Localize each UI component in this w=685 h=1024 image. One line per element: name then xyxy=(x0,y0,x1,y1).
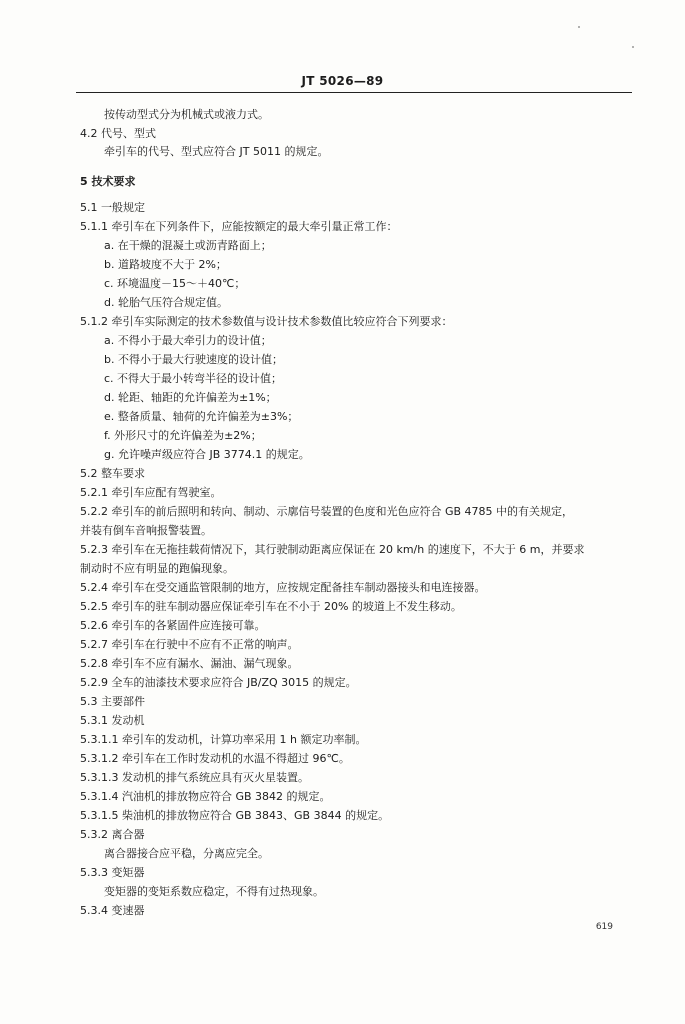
scan-speck xyxy=(632,46,634,48)
text-line: 离合器接合应平稳，分离应完全。 xyxy=(104,847,269,860)
clause-line: 5.1.2 牵引车实际测定的技术参数值与设计技术参数值比较应符合下列要求： xyxy=(80,315,453,328)
clause-line: 5.2.3 牵引车在无拖挂载荷情况下，其行驶制动距离应保证在 20 km/h 的速度下，不大于 6 m，并要求 xyxy=(80,543,585,556)
clause-line: 5.2.1 牵引车应配有驾驶室。 xyxy=(80,486,222,499)
clause-line: 5.2.6 牵引车的各紧固件应连接可靠。 xyxy=(80,619,266,632)
list-item: g. 允许噪声级应符合 JB 3774.1 的规定。 xyxy=(104,448,310,461)
list-item: f. 外形尺寸的允许偏差为±2%； xyxy=(104,429,262,442)
list-item: c. 不得大于最小转弯半径的设计值； xyxy=(104,372,283,385)
clause-line: 5.2.7 牵引车在行驶中不应有不正常的响声。 xyxy=(80,638,299,651)
section-heading: 5.3 主要部件 xyxy=(80,695,145,708)
subsection-heading: 5.3.3 变矩器 xyxy=(80,866,145,879)
scan-speck xyxy=(578,26,580,28)
page-number: 619 xyxy=(595,922,613,932)
header-rule xyxy=(76,92,632,93)
clause-line: 5.2.8 牵引车不应有漏水、漏油、漏气现象。 xyxy=(80,657,299,670)
clause-line: 5.3.1.1 牵引车的发动机，计算功率采用 1 h 额定功率制。 xyxy=(80,733,367,746)
text-line: 变矩器的变矩系数应稳定，不得有过热现象。 xyxy=(104,885,324,898)
standard-code-header: JT 5026—89 xyxy=(301,74,384,88)
subsection-heading: 5.3.4 变速器 xyxy=(80,904,145,917)
list-item: a. 在干燥的混凝土或沥青路面上； xyxy=(104,239,272,252)
list-item: d. 轮胎气压符合规定值。 xyxy=(104,296,228,309)
clause-line: 5.3.1.2 牵引车在工作时发动机的水温不得超过 96℃。 xyxy=(80,752,350,765)
chapter-heading: 5 技术要求 xyxy=(80,175,136,188)
clause-line: 5.2.4 牵引车在受交通监管限制的地方，应按规定配备挂车制动器接头和电连接器。 xyxy=(80,581,486,594)
clause-line: 5.2.5 牵引车的驻车制动器应保证牵引车在不小于 20% 的坡道上不发生移动。 xyxy=(80,600,462,613)
clause-line: 5.2.9 全车的油漆技术要求应符合 JB/ZQ 3015 的规定。 xyxy=(80,676,357,689)
subsection-heading: 5.3.1 发动机 xyxy=(80,714,145,727)
list-item: e. 整备质量、轴荷的允许偏差为±3%； xyxy=(104,410,299,423)
text-line: 牵引车的代号、型式应符合 JT 5011 的规定。 xyxy=(104,145,329,158)
section-heading: 4.2 代号、型式 xyxy=(80,127,156,140)
clause-line: 5.3.1.3 发动机的排气系统应具有灭火星装置。 xyxy=(80,771,309,784)
list-item: b. 不得小于最大行驶速度的设计值； xyxy=(104,353,283,366)
list-item: d. 轮距、轴距的允许偏差为±1%； xyxy=(104,391,277,404)
clause-continuation: 并装有倒车音响报警装置。 xyxy=(80,524,212,537)
clause-continuation: 制动时不应有明显的跑偏现象。 xyxy=(80,562,234,575)
clause-line: 5.3.1.5 柴油机的排放物应符合 GB 3843、GB 3844 的规定。 xyxy=(80,809,390,822)
list-item: c. 环境温度－15～＋40℃； xyxy=(104,277,246,290)
section-heading: 5.2 整车要求 xyxy=(80,467,145,480)
clause-line: 5.2.2 牵引车的前后照明和转向、制动、示廓信号装置的色度和光色应符合 GB 4785 中的有关规定， xyxy=(80,505,574,518)
section-heading: 5.1 一般规定 xyxy=(80,201,145,214)
clause-line: 5.1.1 牵引车在下列条件下，应能按额定的最大牵引量正常工作： xyxy=(80,220,398,233)
clause-line: 5.3.1.4 汽油机的排放物应符合 GB 3842 的规定。 xyxy=(80,790,331,803)
list-item: b. 道路坡度不大于 2%； xyxy=(104,258,227,271)
text-line: 按传动型式分为机械式或液力式。 xyxy=(104,108,269,121)
subsection-heading: 5.3.2 离合器 xyxy=(80,828,145,841)
list-item: a. 不得小于最大牵引力的设计值； xyxy=(104,334,272,347)
